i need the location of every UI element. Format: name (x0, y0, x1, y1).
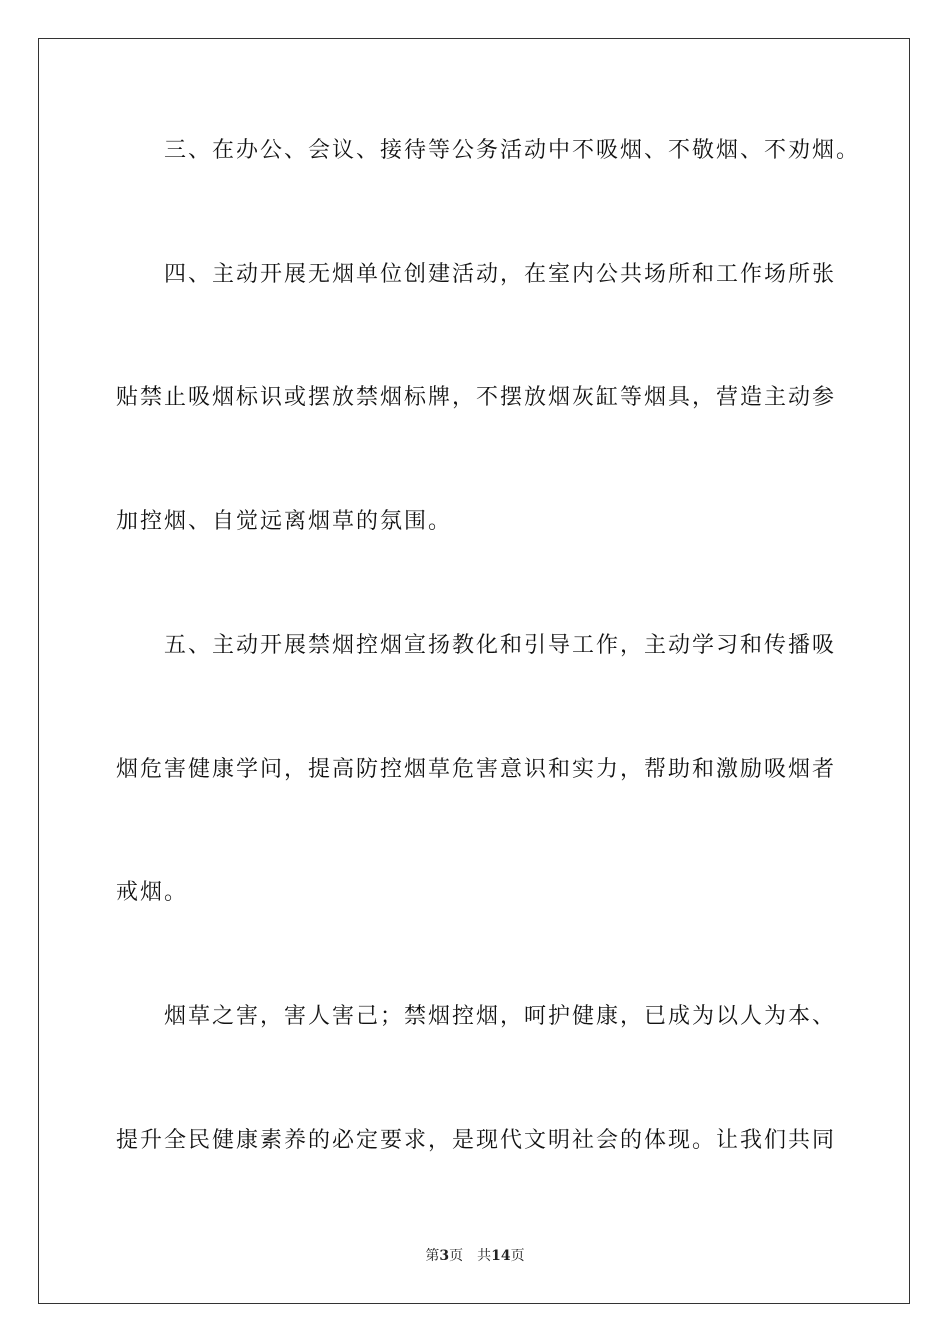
page-footer (0, 1247, 950, 1265)
total-suffix: 页 (510, 1248, 525, 1264)
page-suffix: 页 (449, 1248, 464, 1264)
paragraph-line-6: 烟危害健康学问，提高防控烟草危害意识和实力，帮助和激励吸烟者 (116, 757, 837, 782)
page-number: 3 (439, 1248, 450, 1264)
paragraph-line-2: 四、主动开展无烟单位创建活动，在室内公共场所和工作场所张 (164, 262, 837, 287)
paragraph-line-3: 贴禁止吸烟标识或摆放禁烟标牌，不摆放烟灰缸等烟具，营造主动参 (116, 385, 837, 410)
paragraph-line-4: 加控烟、自觉远离烟草的氛围。 (116, 509, 453, 534)
paragraph-line-5: 五、主动开展禁烟控烟宣扬教化和引导工作，主动学习和传播吸 (164, 633, 837, 658)
paragraph-line-8: 烟草之害，害人害己；禁烟控烟，呵护健康，已成为以人为本、 (164, 1004, 837, 1029)
total-prefix: 共 (477, 1248, 492, 1264)
page-prefix: 第 (425, 1248, 440, 1264)
paragraph-line-1: 三、在办公、会议、接待等公务活动中不吸烟、不敬烟、不劝烟。 (164, 138, 861, 163)
total-pages: 14 (491, 1248, 511, 1264)
page-border (38, 38, 910, 1304)
paragraph-line-7: 戒烟。 (116, 880, 189, 905)
paragraph-line-9: 提升全民健康素养的必定要求，是现代文明社会的体现。让我们共同 (116, 1128, 837, 1153)
